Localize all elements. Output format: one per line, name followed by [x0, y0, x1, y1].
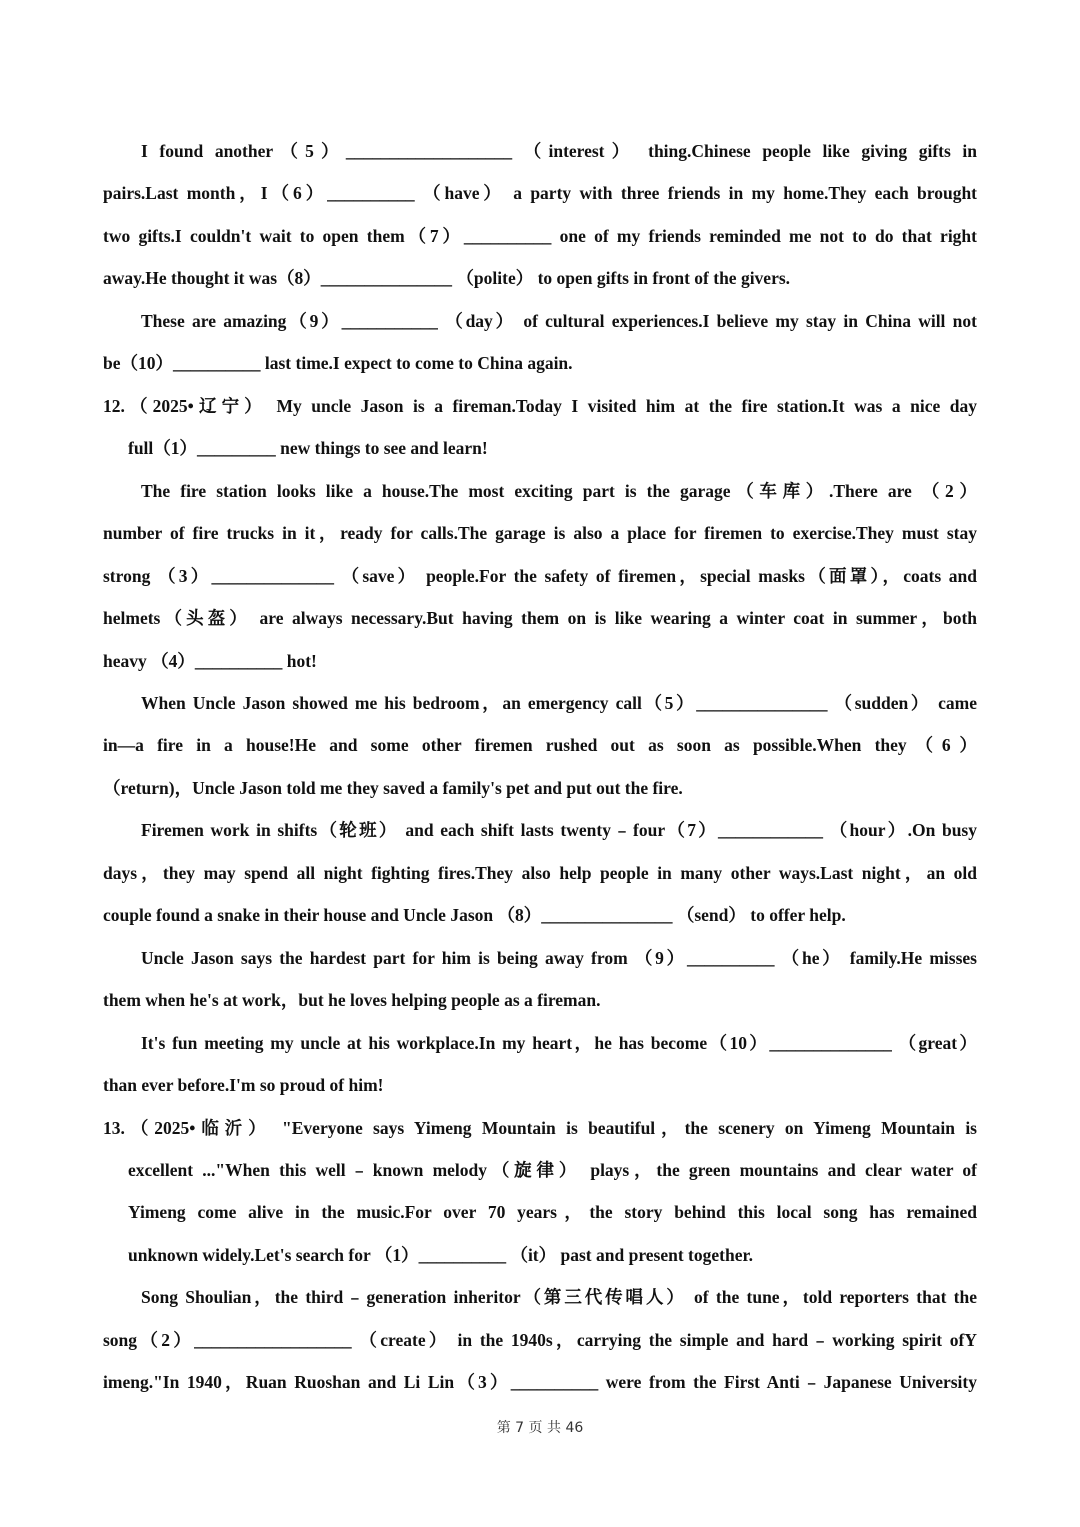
text-line: （return)，Uncle Jason told me they saved a family's pet and put out the fire.	[103, 778, 683, 798]
text-line: couple found a snake in their house and Uncle Jason （8）_______________ （send） to offer help.	[103, 905, 846, 925]
text-line: Song Shoulian，the third﹣generation inheritor（第三代传唱人） of the tune，told reporters that the	[141, 1287, 977, 1307]
text-line: two gifts.I couldn't wait to open them（7）__________ one of my friends reminded me not to do that right	[103, 226, 977, 246]
text-line: them when he's at work，but he loves helping people as a fireman.	[103, 990, 601, 1010]
text-line: Yimeng come alive in the music.For over 70 years，the story behind this local song has remained	[128, 1202, 977, 1222]
text-line: pairs.Last month，I（6）__________ （have） a party with three friends in my home.They each brought	[103, 183, 977, 203]
text-line: These are amazing（9）___________ （day） of cultural experiences.I believe my stay in China will not	[141, 311, 977, 331]
text-line: unknown widely.Let's search for （1）__________ （it） past and present together.	[128, 1245, 754, 1265]
text-line: be（10）__________ last time.I expect to come to China again.	[103, 353, 573, 373]
question-heading-12: 12.（2025•辽宁） My uncle Jason is a fireman.Today I visited him at the fire station.It was a nice day	[103, 396, 977, 416]
text-line: than ever before.I'm so proud of him!	[103, 1075, 384, 1095]
text-line: I found another（5）___________________ （interest） thing.Chinese people like giving gifts in	[141, 141, 977, 161]
text-line: When Uncle Jason showed me his bedroom，an emergency call（5）_______________ （sudden） came	[141, 693, 977, 713]
text-line: The fire station looks like a house.The most exciting part is the garage（车库）.There are （2）	[141, 481, 977, 501]
text-line: excellent ..."When this well﹣known melody（旋律） plays，the green mountains and clear water of	[128, 1160, 977, 1180]
text-line: song（2）__________________ （create） in the 1940s，carrying the simple and hard﹣working spirit ofY	[103, 1330, 977, 1350]
text-line: Uncle Jason says the hardest part for him is being away from （9）__________ （he） family.He misses	[141, 948, 977, 968]
text-line: imeng."In 1940，Ruan Ruoshan and Li Lin（3）__________ were from the First Anti﹣Japanese University	[103, 1372, 977, 1392]
text-line: full（1）_________ new things to see and learn!	[128, 438, 488, 458]
text-line: strong （3）______________ （save） people.For the safety of firemen，special masks（面罩），coats and	[103, 566, 977, 586]
page-number-footer: 第 7 页 共 46	[496, 1420, 584, 1436]
text-line: Firemen work in shifts（轮班） and each shift lasts twenty﹣four（7）____________ （hour）.On busy	[141, 820, 977, 840]
text-line: away.He thought it was（8）_______________ （polite） to open gifts in front of the givers.	[103, 268, 791, 288]
text-line: helmets（头盔） are always necessary.But having them on is like wearing a winter coat in summer，both	[103, 608, 977, 628]
text-line: heavy （4）__________ hot!	[103, 651, 317, 671]
text-line: number of fire trucks in it，ready for calls.The garage is also a place for firemen to exercise.They must stay	[103, 523, 977, 543]
text-line: in—a fire in a house!He and some other firemen rushed out as soon as possible.When they（6）	[103, 735, 977, 755]
question-heading-13: 13.（2025•临沂） "Everyone says Yimeng Mountain is beautiful，the scenery on Yimeng Mountain is	[103, 1118, 977, 1138]
text-line: It's fun meeting my uncle at his workplace.In my heart，he has become（10）______________ （great）	[141, 1033, 977, 1053]
text-line: days，they may spend all night fighting fires.They also help people in many other ways.Last night，an old	[103, 863, 977, 883]
